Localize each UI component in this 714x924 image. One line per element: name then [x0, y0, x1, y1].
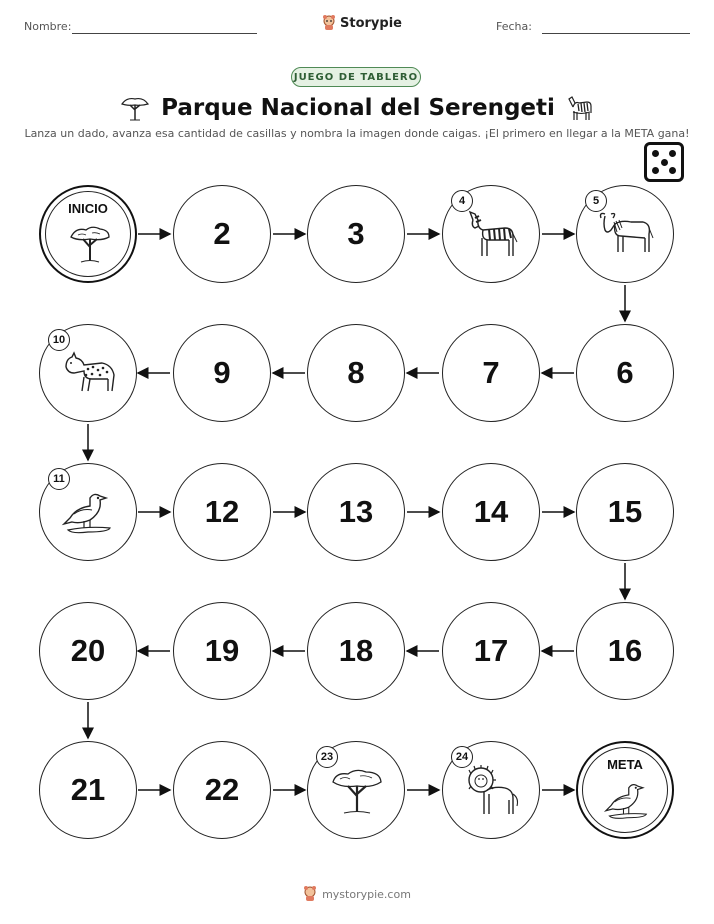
footer-url[interactable]: mystorypie.com — [322, 887, 411, 901]
start-square[interactable] — [39, 185, 137, 283]
square-number: 2 — [213, 216, 231, 251]
square-number: 15 — [607, 494, 643, 529]
acacia-tree-icon — [68, 223, 112, 267]
square-number-badge: 4 — [451, 190, 473, 212]
board-square[interactable] — [173, 741, 271, 839]
lion-icon — [465, 764, 521, 818]
square-number: 3 — [347, 216, 365, 251]
square-number: 20 — [70, 633, 106, 668]
finish-label: META — [607, 757, 643, 772]
storypie-mascot-icon — [303, 886, 317, 902]
page-title: Parque Nacional del Serengeti — [161, 95, 555, 121]
board-square[interactable] — [173, 602, 271, 700]
board-square[interactable] — [576, 602, 674, 700]
picture-square[interactable] — [442, 185, 540, 283]
square-number: 7 — [482, 355, 500, 390]
board-square[interactable] — [307, 324, 405, 422]
square-number-badge: 5 — [585, 190, 607, 212]
board-square[interactable] — [442, 324, 540, 422]
board-square[interactable] — [173, 463, 271, 561]
brand-name: Storypie — [340, 15, 402, 31]
board-square[interactable] — [307, 602, 405, 700]
date-label: Fecha: — [496, 20, 532, 33]
board-square[interactable] — [173, 185, 271, 283]
game-type-badge: JUEGO DE TABLERO — [291, 67, 421, 87]
instructions: Lanza un dado, avanza esa cantidad de casillas y nombra la imagen donde caigas. ¡El primero en llegar a la META gana! — [24, 127, 690, 140]
square-number: 14 — [473, 494, 509, 529]
hyena-icon — [62, 351, 118, 399]
board-square[interactable] — [173, 324, 271, 422]
square-number: 12 — [204, 494, 240, 529]
start-label: INICIO — [68, 201, 108, 216]
bird-icon — [60, 488, 116, 538]
picture-square[interactable] — [39, 324, 137, 422]
board-square[interactable] — [307, 185, 405, 283]
board-square[interactable] — [39, 602, 137, 700]
zebra-icon — [467, 208, 519, 260]
wildebeest-icon — [597, 208, 655, 260]
square-number-badge: 24 — [451, 746, 473, 768]
square-number: 19 — [204, 633, 240, 668]
board-square[interactable] — [576, 463, 674, 561]
square-number: 21 — [70, 772, 106, 807]
name-label: Nombre: — [24, 20, 72, 33]
square-number: 8 — [347, 355, 365, 390]
board-square[interactable] — [442, 602, 540, 700]
board-square[interactable] — [307, 463, 405, 561]
picture-square[interactable] — [307, 741, 405, 839]
picture-square[interactable] — [576, 185, 674, 283]
square-number-badge: 11 — [48, 468, 70, 490]
board-square[interactable] — [442, 463, 540, 561]
acacia-tree-icon — [330, 766, 384, 818]
picture-square[interactable] — [39, 463, 137, 561]
square-number: 22 — [204, 772, 240, 807]
board-square[interactable] — [576, 324, 674, 422]
square-number: 18 — [338, 633, 374, 668]
picture-square[interactable] — [442, 741, 540, 839]
square-number: 6 — [616, 355, 634, 390]
board-square[interactable] — [39, 741, 137, 839]
square-number-badge: 10 — [48, 329, 70, 351]
bird-icon — [602, 779, 652, 823]
finish-square[interactable] — [576, 741, 674, 839]
square-number: 9 — [213, 355, 231, 390]
square-number-badge: 23 — [316, 746, 338, 768]
square-number: 16 — [607, 633, 643, 668]
footer — [0, 886, 714, 902]
square-number: 13 — [338, 494, 374, 529]
square-number: 17 — [473, 633, 509, 668]
